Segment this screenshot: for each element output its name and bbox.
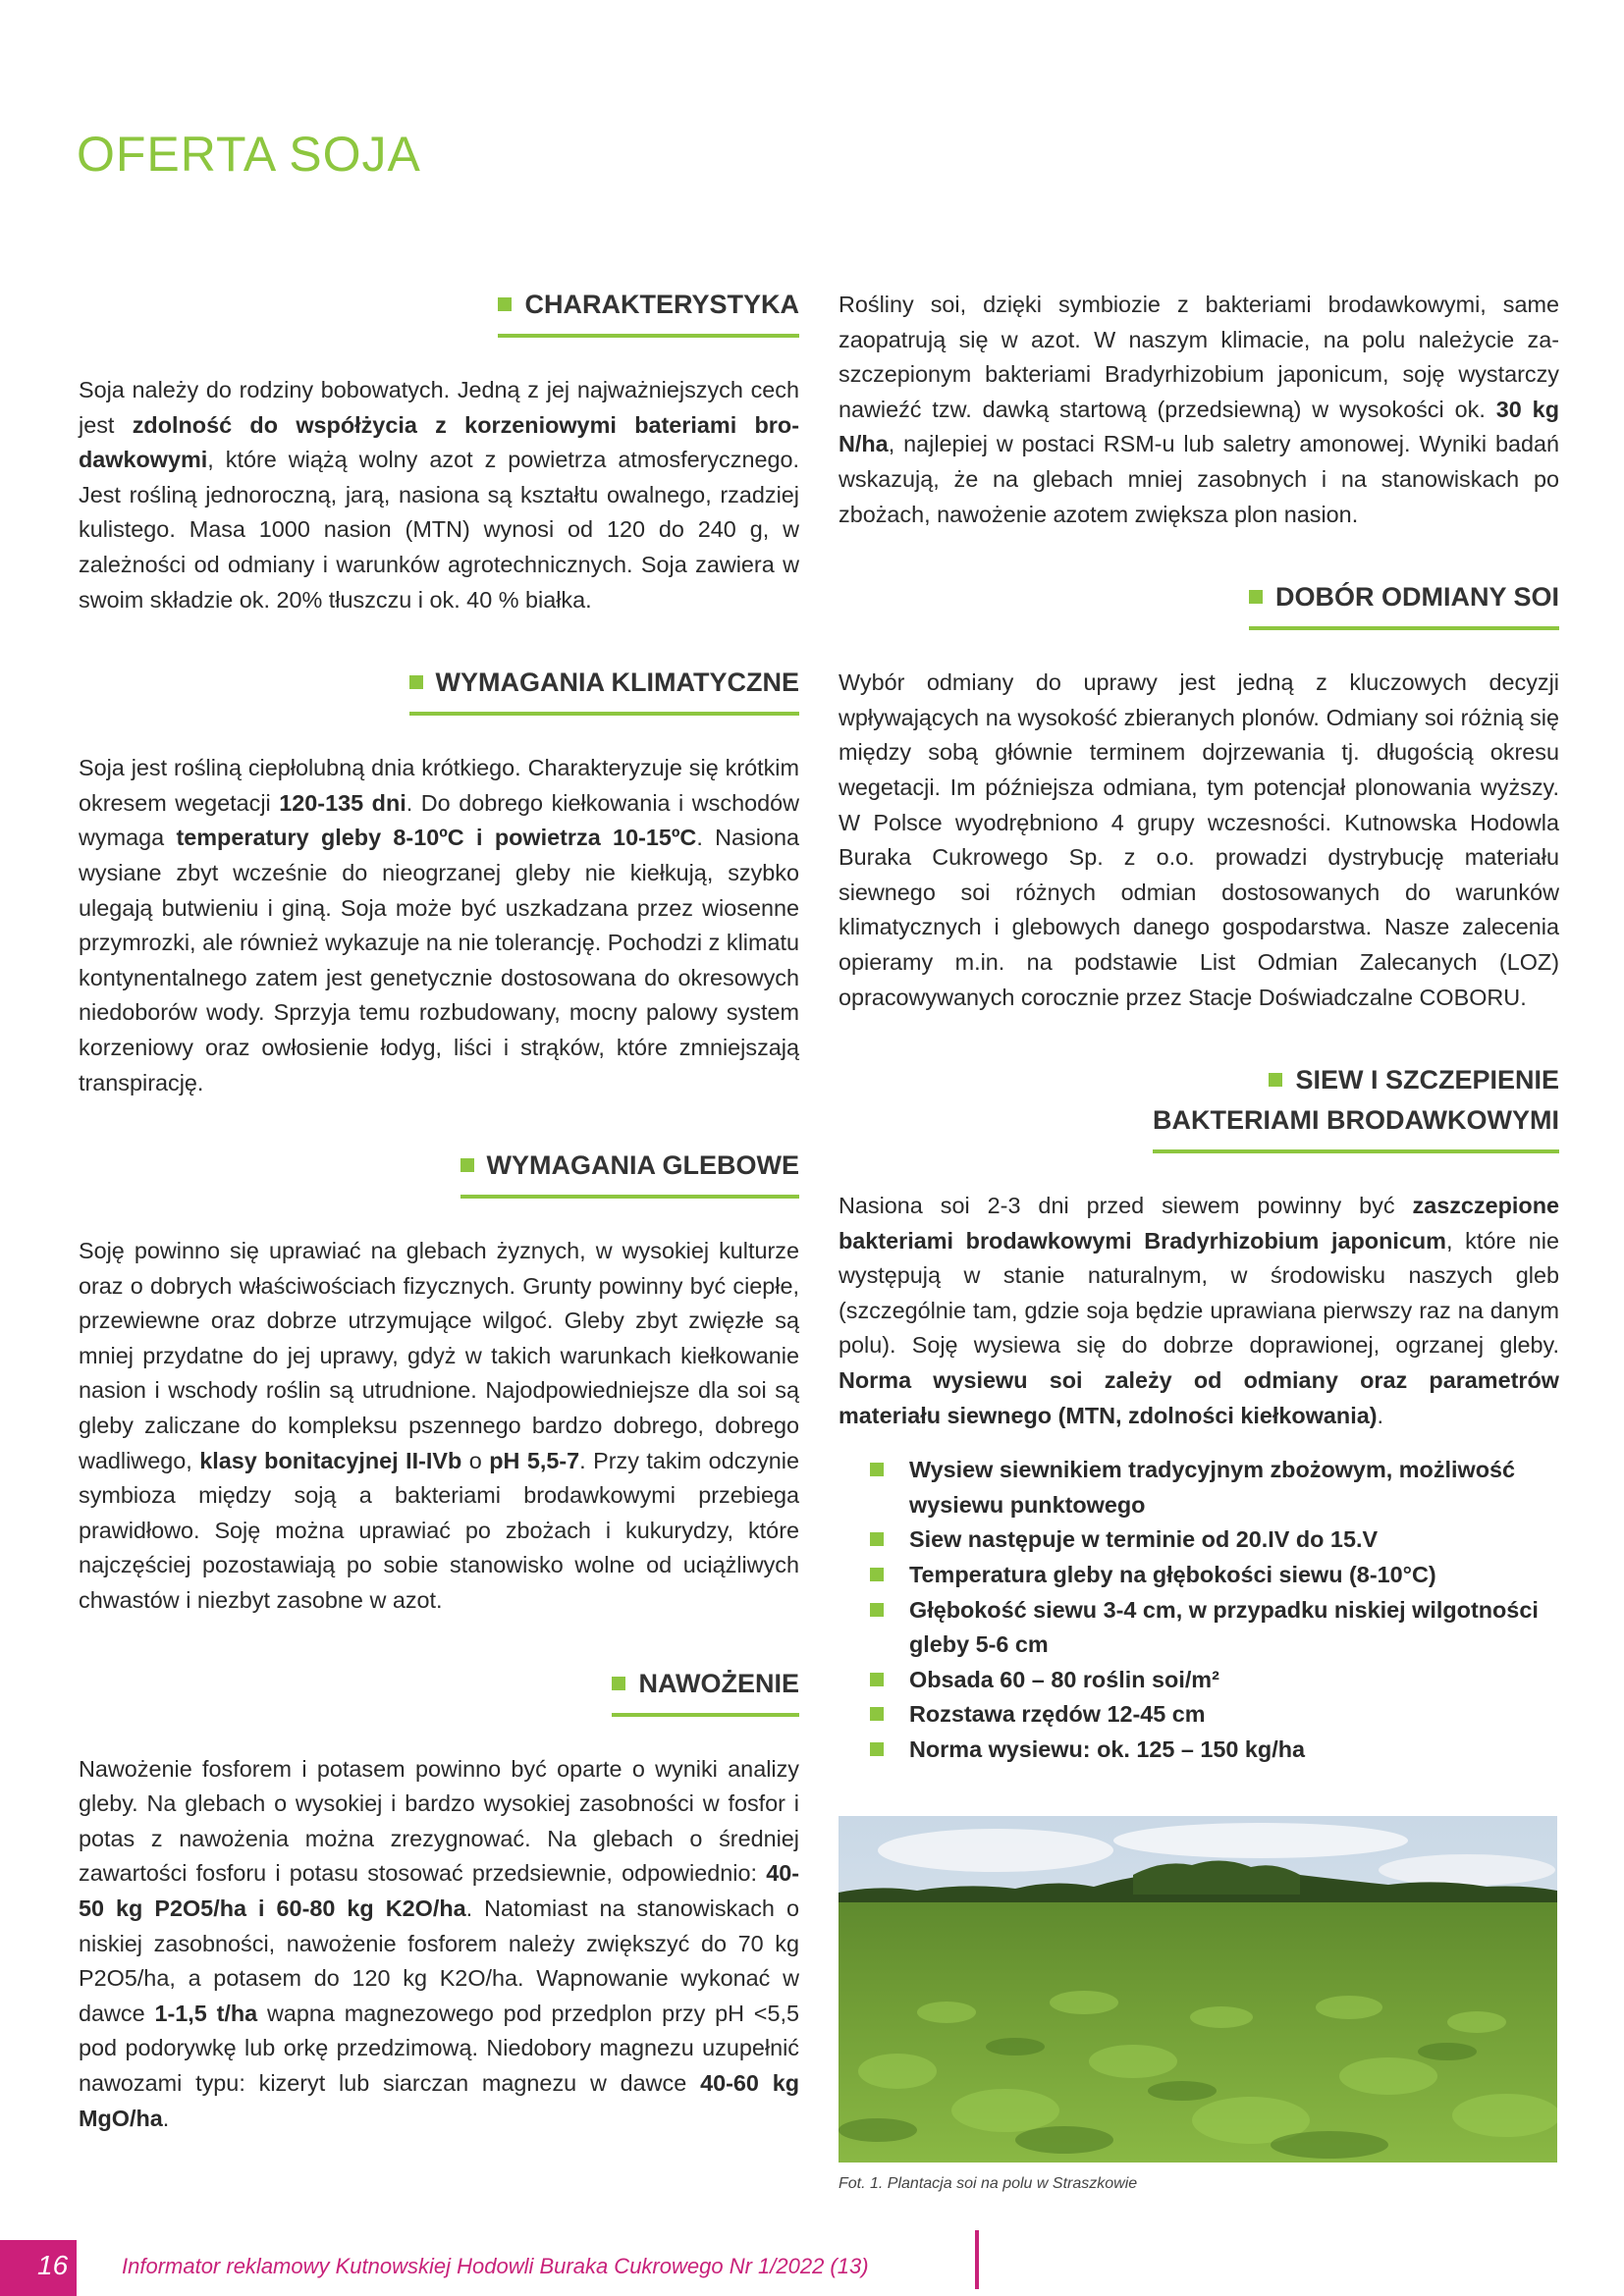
green-square-icon (870, 1673, 884, 1686)
paragraph-dobor-odmiany: Wybór odmiany do uprawy jest jedną z kluczowych decyzji wpływających na wysokość zbieranych plonów. Odmiany soi różnią się między sobą głównie terminem dojrzewania tj. długością okresu wegetacji. Im późniejsza odmiana, tym potencjał plonowania wyższy. W Polsce wyodrębniono 4 grupy wczesności. Kutnowska Hodowla Buraka Cukrowego Sp. z o.o. prowadzi dystrybucję materiału siewnego soi różnych odmian dostosowanych do warunków klimatycznych i glebowych danego gospodarstwa. Nasze zalecenia opieramy m.in. na podstawie List Odmian Zalecanych (LOZ) opracowywanych corocznie przez Stacje Doświadczalne COBORU. (839, 669, 1559, 1010)
section-nawozenie (79, 1664, 799, 2137)
left-column (79, 285, 799, 2156)
green-square-icon (870, 1742, 884, 1756)
paragraph-siew: Nasiona soi 2-3 dni przed siewem powinny być zaszczepione bakteriami brodawkowymi Bradyrhizobium japonicum, które nie występują w stanie naturalnym, w środowisku naszych gleb (szczególnie tam, gdzie soja będzie uprawiana pierwszy raz na danym polu). Soję wysiewa się do dobrze doprawionej, ogrzanej gleby. Norma wysiewu soi zależy od odmiany oraz parametrów materiału siewnego (MTN, zdolności kiełkowania). (839, 1193, 1559, 1428)
right-column (839, 288, 1559, 1768)
page-number-box (0, 2240, 77, 2296)
green-square-icon (870, 1603, 884, 1617)
green-square-icon (870, 1568, 884, 1581)
section-heading: WYMAGANIA GLEBOWE (460, 1146, 799, 1199)
paragraph-wymagania-klimatyczne: Soja jest rośliną ciepłolubną dnia krótkiego. Charakteryzuje się krótkim okresem wegetacji 120-135 dni. Do dobrego kiełkowania i wschodów wymaga temperatury gleby 8-10ºC i powietrza 10-15ºC. Nasiona wysiane zbyt wcześnie do nieogrzanej gleby nie kiełkują, szybko ulegają butwieniu i giną. Soja może być uszkadzana przez wiosenne przymrozki, ale również wykazuje na nie tolerancję. Pochodzi z klimatu kontynentalnego zatem jest genetycznie dostosowana do okresowych niedoborów wody. Sprzyja temu rozbudowany, mocny palowy system korzeniowy oraz owłosienie łodyg, liści i strąków, które zmniejszają transpirację. (79, 755, 800, 1095)
sowing-bullet-list (839, 1453, 1559, 1767)
section-heading: WYMAGANIA KLIMATYCZNE (409, 663, 799, 716)
sowing-bullet-item: Siew następuje w terminie od 20.IV do 15.V (870, 1522, 1559, 1558)
soybean-field-photo (839, 1816, 1557, 2163)
green-square-icon (870, 1532, 884, 1546)
section-charakterystyka (79, 285, 799, 617)
green-square-icon (1249, 590, 1263, 604)
section-heading: NAWOŻENIE (612, 1664, 799, 1717)
field-photo-illustration (839, 1816, 1557, 2163)
sowing-bullet-item: Norma wysiewu: ok. 125 – 150 kg/ha (870, 1733, 1559, 1768)
section-heading: CHARAKTERYSTYKA (498, 285, 799, 338)
paragraph-nawozenie: Nawożenie fosforem i potasem powinno być oparte o wyniki analizy gleby. Na glebach o wysokiej i bardzo wysokiej zasobności w fosfor i potas z nawożenia można zrezygnować. Na glebach o średniej zawartości fosforu i potasu stosować przedsiewnie, odpowiednio: 40-50 kg P2O5/ha i 60-80 kg K2O/ha. Natomiast na stanowiskach o niskiej zasobności, nawożenie fosforem należy zwiększyć do 70 kg P2O5/ha, a potasem do 120 kg K2O/ha. Wapnowanie wykonać w dawce 1-1,5 t/ha wapna magnezowego pod przedplon przy pH <5,5 pod podorywkę lub orkę przedzimową. Niedobory magnezu uzupełnić nawozami typu: kizeryt lub siarczan magnezu w dawce 40-60 kg MgO/ha. (79, 1755, 800, 2131)
photo-caption: Fot. 1. Plantacja soi na polu w Straszkowie (839, 2175, 1138, 2192)
green-square-icon (1269, 1073, 1282, 1087)
green-square-icon (498, 297, 512, 311)
section-siew (839, 1060, 1559, 1768)
paragraph-wymagania-glebowe: Soję powinno się uprawiać na glebach żyznych, w wysokiej kulturze oraz o dobrych właściwościach fizycznych. Grunty powinny być ciepłe, przewiewne oraz dobrze utrzymujące wilgoć. Gleby zbyt zwięzłe są mniej przydatne do jej uprawy, gdyż w takich warunkach kiełkowanie nasion i wschody roślin są utrudnione. Najodpowiedniejsze dla soi są gleby zaliczane do kompleksu pszennego bardzo dobrego, dobrego wadliwego, klasy bonitacyjnej II-IVb o pH 5,5-7. Przy takim odczynie symbioza między soją a bakteriami brodawkowymi przebiega prawidłowo. Soję można uprawiać po zbożach i kukurydzy, które najczęściej pozostawiają po sobie stanowisko wolne od uciążliwych chwastów i niezbyt zasobne w azot. (79, 1238, 799, 1614)
section-heading: SIEW I SZCZEPIENIE BAKTERIAMI BRODAWKOWYMI (1153, 1060, 1559, 1153)
section-wymagania-glebowe (79, 1146, 799, 1619)
page-number: 16 (37, 2250, 69, 2280)
green-square-icon (612, 1677, 625, 1690)
sowing-bullet-item: Obsada 60 – 80 roślin soi/m² (870, 1663, 1559, 1698)
green-square-icon (870, 1707, 884, 1721)
sowing-bullet-item: Rozstawa rzędów 12-45 cm (870, 1697, 1559, 1733)
section-heading: DOBÓR ODMIANY SOI (1249, 577, 1559, 630)
footer-divider (975, 2230, 979, 2289)
section-wymagania-klimatyczne (79, 663, 799, 1100)
footer-text: Informator reklamowy Kutnowskiej Hodowli Buraka Cukrowego Nr 1/2022 (13) (122, 2254, 869, 2278)
paragraph-charakterystyka: Soja należy do rodziny bobowatych. Jedną z jej najważniejszych cech jest zdolność do współżycia z korzeniowymi bateriami brodawkowymi, które wiążą wolny azot z powietrza atmosferycznego. Jest rośliną jednoroczną, jarą, nasiona są kształtu owalnego, rzadziej kulistego. Masa 1000 nasion (MTN) wynosi od 120 do 240 g, w zależności od odmiany i warunków agrotechnicznych. Soja zawiera w swoim składzie ok. 20% tłuszczu i ok. 40 % białka. (79, 377, 799, 613)
sowing-bullet-item: Wysiew siewnikiem tradycyjnym zbożowym, możliwość wysiewu punktowego (870, 1453, 1559, 1522)
paragraph-intro: Rośliny soi, dzięki symbiozie z bakteriami brodawkowymi, same zaopatrują się w azot. W naszym klimacie, na polu należycie zaszczepionym bakteriami Bradyrhizobium japonicum, soję wystarczy nawieźć tzw. dawką startową (przedsiewną) w wysokości ok. 30 kg N/ha, najlepiej w postaci RSM-u lub saletry amonowej. Wyniki badań wskazują, że na glebach mniej zasobnych i na stanowiskach po zbożach, nawożenie azotem zwiększa plon nasion. (839, 292, 1559, 527)
green-square-icon (870, 1463, 884, 1476)
page-title: OFERTA SOJA (77, 127, 421, 182)
green-square-icon (409, 675, 423, 689)
section-dobor-odmiany (839, 577, 1559, 1015)
sowing-bullet-item: Temperatura gleby na głębokości siewu (8-10°C) (870, 1558, 1559, 1593)
sowing-bullet-item: Głębokość siewu 3-4 cm, w przypadku niskiej wilgotności gleby 5-6 cm (870, 1593, 1559, 1663)
green-square-icon (460, 1158, 474, 1172)
